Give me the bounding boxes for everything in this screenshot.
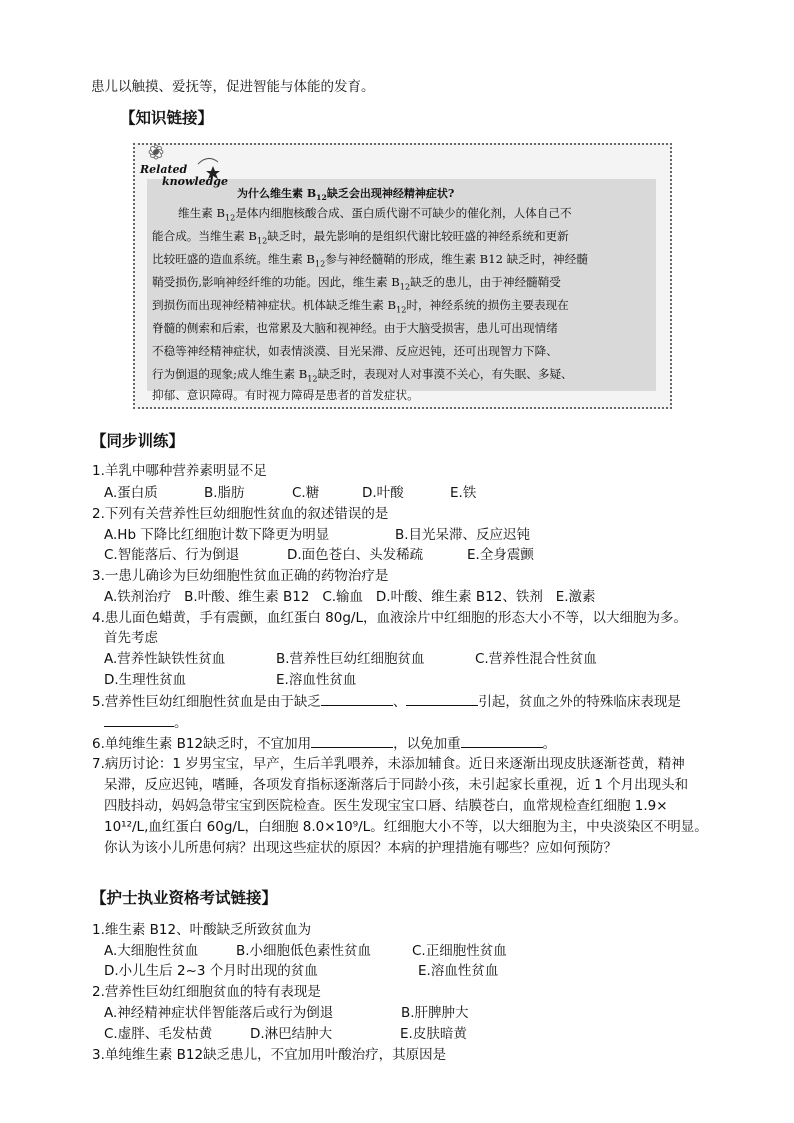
knowledge-line: 脊髓的侧索和后索，也常累及大脑和视神经。由于大脑受损害，患儿可出现情绪: [152, 321, 558, 335]
knowledge-line: 抑郁、意识障碍。有时视力障碍是患者的首发症状。: [152, 388, 419, 402]
intro-text: 患儿以触摸、爱抚等，促进智能与体能的发育。: [91, 79, 375, 95]
logo-text-knowledge: knowledge: [162, 175, 228, 188]
question-7-line: 四肢抖动，妈妈急带宝宝到医院检查。医生发现宝宝口唇、结膜苍白，血常规检查红细胞 1.9×: [104, 798, 668, 814]
exam-question-1-options-b: D.小儿生后 2~3 个月时出现的贫血 E.溶血性贫血: [104, 963, 499, 979]
question-5-cont: 。: [104, 712, 188, 733]
knowledge-question-title: 为什么维生素 $B_{12}$缺乏会出现神经精神症状?: [237, 187, 455, 203]
question-4-line-2: 首先考虑: [104, 630, 158, 646]
question-3-options: A.铁剂治疗 B.叶酸、维生素 B12 C.输血 D.叶酸、维生素 B12、铁剂 E.激素: [104, 589, 596, 605]
knowledge-line: 不稳等神经精神症状，如表情淡漠、目光呆滞、反应迟钝，还可出现智力下降、: [152, 344, 558, 358]
question-4-options-b: D.生理性贫血 E.溶血性贫血: [104, 672, 357, 688]
question-2: 2.下列有关营养性巨幼细胞性贫血的叙述错误的是: [92, 506, 389, 522]
fill-blank[interactable]: [461, 733, 543, 748]
question-1-options: A.蛋白质 B.脂肪 C.糖 D.叶酸 E.铁: [104, 485, 477, 501]
fill-blank[interactable]: [406, 691, 478, 706]
knowledge-line: 能合成。当维生素 $B_{12}$缺乏时，最先影响的是组织代谢比较旺盛的神经系统和更新: [152, 229, 569, 246]
question-7-line: 10¹²/L,血红蛋白 60g/L，白细胞 8.0×10⁹/L。红细胞大小不等，以大细胞为主，中央淡染区不明显。: [104, 819, 708, 835]
knowledge-line: 维生素 $B_{12}$是体内细胞核酸合成、蛋白质代谢不可缺少的催化剂，人体自己不: [178, 206, 572, 223]
fill-blank[interactable]: [311, 733, 393, 748]
question-2-options-a: A.Hb 下降比红细胞计数下降更为明显 B.目光呆滞、反应迟钝: [104, 527, 531, 543]
logo-text-related: Related: [140, 163, 188, 176]
fill-blank[interactable]: [104, 712, 174, 727]
exam-question-1-options-a: A.大细胞性贫血 B.小细胞低色素性贫血 C.正细胞性贫血: [104, 943, 507, 959]
question-7-line: 呆滞，反应迟钝，嗜睡，各项发育指标逐渐落后于同龄小孩，未引起家长重视，近 1 个月出现头和: [104, 777, 689, 793]
question-7-line: 你认为该小儿所患何病？出现这些症状的原因？本病的护理措施有哪些？应如何预防？: [104, 840, 617, 856]
question-5: 5.营养性巨幼红细胞性贫血是由于缺乏 、 引起，贫血之外的特殊临床表现是: [92, 691, 681, 712]
exam-question-3: 3.单纯维生素 B12缺乏患儿，不宜加用叶酸治疗，其原因是: [92, 1047, 447, 1063]
knowledge-line: 比较旺盛的造血系统。维生素 $B_{12}$参与神经髓鞘的形成，维生素 B12 缺乏时，神经髓: [152, 252, 588, 269]
question-2-options-b: C.智能落后、行为倒退 D.面色苍白、头发稀疏 E.全身震颤: [104, 547, 534, 563]
question-7-line: 7.病历讨论：1 岁男宝宝，早产，生后羊乳喂养，未添加辅食。近日来逐渐出现皮肤逐渐苍黄，精神: [92, 756, 685, 772]
knowledge-line: 鞘受损伤,影响神经纤维的功能。因此，维生素 $B_{12}$缺乏的患儿，由于神经髓鞘受: [152, 275, 561, 292]
question-6: 6.单纯维生素 B12缺乏时，不宜加用 ，以免加重 。: [92, 733, 556, 754]
question-1: 1.羊乳中哪种营养素明显不足: [92, 463, 267, 479]
question-4-options-a: A.营养性缺铁性贫血 B.营养性巨幼红细胞贫血 C.营养性混合性贫血: [104, 651, 597, 667]
exam-question-2-options-a: A.神经精神症状伴智能落后或行为倒退 B.肝脾肿大: [104, 1005, 469, 1021]
practice-heading: 【同步训练】: [91, 432, 185, 450]
exam-heading: 【护士执业资格考试链接】: [91, 889, 278, 907]
exam-question-2: 2.营养性巨幼红细胞贫血的特有表现是: [92, 984, 321, 1000]
knowledge-heading: 【知识链接】: [120, 109, 214, 127]
exam-question-1: 1.维生素 B12、叶酸缺乏所致贫血为: [92, 922, 312, 938]
fill-blank[interactable]: [321, 691, 393, 706]
knowledge-line: 到损伤而出现神经精神症状。机体缺乏维生素 $B_{12}$时，神经系统的损伤主要表现在: [152, 298, 569, 315]
question-3: 3.一患儿确诊为巨幼细胞性贫血正确的药物治疗是: [92, 568, 389, 584]
question-4-line-1: 4.患儿面色蜡黄，手有震颤，血红蛋白 80g/L，血液涂片中红细胞的形态大小不等，以大细胞为多。: [92, 610, 687, 626]
exam-question-2-options-b: C.虚胖、毛发枯黄 D.淋巴结肿大 E.皮肤暗黄: [104, 1026, 467, 1042]
knowledge-line: 行为倒退的现象;成人维生素 $B_{12}$缺乏时，表现对人对事漠不关心，有失眠、多疑、: [152, 367, 573, 384]
